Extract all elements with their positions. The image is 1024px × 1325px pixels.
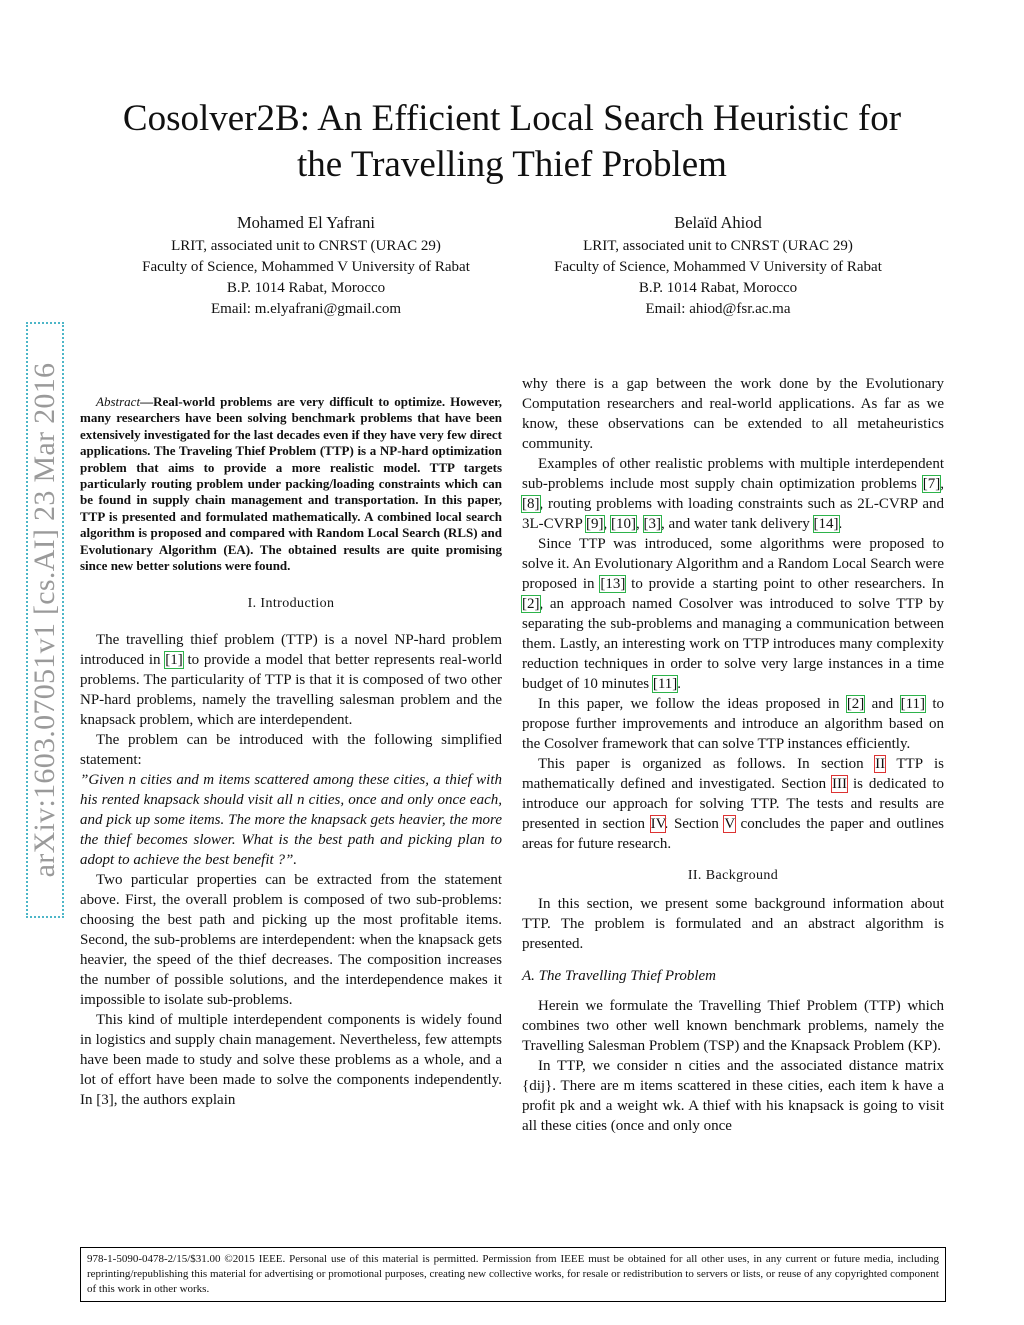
ttp-paragraph-2: In TTP, we consider n cities and the associated distance matrix {dij}. There are m items scattered in these cities, each item k have a profit pk and a weight wk. A thief with his knapsack is going to visit all these cities (once and only once (522, 1058, 944, 1134)
right-column (522, 374, 944, 1136)
abstract-label: Abstract (96, 394, 141, 409)
section-link[interactable]: III (832, 776, 848, 792)
citation-link[interactable]: [11] (900, 696, 926, 712)
text-run: , routing problems with loading constraints such as 2L-CVRP and 3L-CVRP (522, 496, 944, 532)
citation-link[interactable]: [8] (522, 496, 540, 512)
abstract-text: Real-world problems are very difficult to optimize. However, many researchers have been solving benchmark problems that have been extensively investigated for the last decades even if they have very few direct applications. The Traveling Thief Problem (TTP) is a NP-hard optimization problem that aims to provide a more realistic model. TTP targets particularly routing problem under packing/loading constraints which can be found in supply chain management and transportation. In this paper, TTP is presented and formulated mathematically. A combined local search algorithm is proposed and compared with Random Local Search (RLS) and Evolutionary Algorithm (EA). The obtained results are quite promising since new better solutions were found. (80, 394, 502, 574)
title-line-2: the Travelling Thief Problem (297, 144, 727, 185)
text-run: Since TTP was introduced, some algorithms were proposed to solve it. An Evolutionary Algorithm and a Random Local Search were proposed in (522, 536, 944, 592)
text-run: is dedicated to introduce our approach for solving TTP. The tests and results are presented in section (522, 776, 944, 832)
author-affiliation: LRIT, associated unit to CNRST (URAC 29) (171, 238, 441, 254)
citation-link[interactable]: [7] (922, 476, 941, 492)
paper-title (60, 96, 964, 188)
text-run: to propose further improvements and introduce an algorithm based on the Cosolver framework that can solve TTP instances efficiently. (522, 696, 944, 752)
citation-link[interactable]: [2] (522, 596, 540, 612)
author-institution: Faculty of Science, Mohammed V University of Rabat (142, 259, 470, 275)
text-run: TTP is mathematically defined and investigated. Section (522, 756, 944, 792)
left-column (80, 394, 502, 1110)
text-run: , (603, 516, 612, 532)
text-run: , an approach named Cosolver was introduced to solve TTP by separating the sub-problems and managing a communication between them. Lastly, an interesting work on TTP introduces many complexity reduction techniques in order to solve very large instances in a time budget of 10 minutes (522, 596, 944, 692)
citation-link[interactable]: [3] (643, 516, 662, 532)
title-line-1: Cosolver2B: An Efficient Local Search Heuristic for (122, 98, 902, 139)
copyright-footer: 978-1-5090-0478-2/15/$31.00 ©2015 IEEE. Personal use of this material is permitted. Permission from IEEE must be obtained for all other uses, in any current or future media, including reprinting/republishing this material for advertising or promotional purposes, creating new collective works, for resale or redistribution to servers or lists, or reuse of any copyrighted component of this work in other works. (80, 1247, 946, 1302)
text-run: Examples of other realistic problems with multiple interdependent sub-problems include most supply chain optimization problems (522, 456, 944, 492)
text-run: , and water tank delivery (661, 516, 814, 532)
right-paragraph-3 (522, 534, 944, 694)
citation-link[interactable]: [9] (586, 516, 604, 532)
text-run: . Section (664, 816, 725, 832)
author-address: B.P. 1014 Rabat, Morocco (226, 280, 386, 296)
ttp-paragraph-1: Herein we formulate the Travelling Thief Problem (TTP) which combines two other well known benchmark problems, namely the Travelling Salesman Problem (TSP) and the Knapsack Problem (KP). (522, 998, 944, 1054)
right-paragraph-2 (522, 454, 944, 534)
intro-paragraph-1 (80, 630, 502, 730)
section-link[interactable]: IV (650, 816, 665, 832)
text-run: , (940, 476, 944, 492)
author-email[interactable]: Email: ahiod@fsr.ac.ma (645, 301, 791, 317)
author-affiliation: LRIT, associated unit to CNRST (URAC 29) (583, 238, 853, 254)
right-paragraph-1: why there is a gap between the work done by the Evolutionary Computation researchers and real-world applications. As far as we know, these observations can be extended to all metaheuristics community. (522, 376, 944, 452)
arxiv-stamp-text: arXiv:1603.07051v1 [cs.AI] 23 Mar 2016 (28, 362, 61, 878)
author-name: Belaïd Ahiod (674, 213, 762, 232)
text-run: In this paper, we follow the ideas proposed in (538, 696, 847, 712)
text-run: concludes the paper and outlines areas for future research. (522, 816, 944, 852)
citation-link[interactable]: [11] (652, 676, 678, 692)
right-paragraph-5 (522, 754, 944, 854)
citation-link[interactable]: [10] (611, 516, 637, 532)
text-run: to provide a model that better represents real-world problems. The particularity of TTP is that it is composed of two other NP-hard problems, namely the travelling salesman problem and the knapsack problem, which are interdependent. (80, 652, 502, 729)
subsection-heading-ttp: A. The Travelling Thief Problem (522, 968, 717, 984)
text-run: . (677, 676, 682, 692)
intro-paragraph-3: Two particular properties can be extracted from the statement above. First, the overall problem is composed of two sub-problems: choosing the best path and picking up the most profitable items. Second, the sub-problems are interdependent: when the knapsack gets heavier, the speed of the thief decreases. The composition increases the number of possible solutions, and the interdependence makes it impossible to isolate sub-problems. (80, 872, 502, 1009)
text-run: and (864, 696, 901, 712)
text-run: to provide a starting point to other researchers. In (625, 576, 944, 592)
section-heading-background: II. Background (687, 868, 779, 883)
abstract-dash: — (140, 394, 154, 409)
citation-link[interactable]: [14] (813, 516, 839, 532)
right-paragraph-4 (522, 694, 944, 754)
text-run: . (838, 516, 843, 532)
background-paragraph-1: In this section, we present some background information about TTP. The problem is formulated and an abstract algorithm is presented. (522, 896, 944, 952)
citation-link[interactable]: [1] (165, 652, 183, 669)
intro-paragraph-4: This kind of multiple interdependent components is widely found in logistics and supply chain management. Nevertheless, few attempts have been made to study and solve these problems as a whole, and a lot of effort have been made to solve the components independently. In [3], the authors explain (80, 1012, 502, 1109)
section-link[interactable]: V (724, 816, 735, 832)
citation-link[interactable]: [13] (600, 576, 626, 592)
section-link[interactable]: II (875, 756, 886, 772)
problem-statement-quote: ”Given n cities and m items scattered among these cities, a thief with his rented knapsack should visit all n cities, once and only once each, and pick up some items. The more the knapsack gets heavier, the more the thief becomes slower. What is the best path and picking plan to adopt to achieve the best benefit ?”. (80, 772, 502, 869)
abstract (80, 394, 502, 574)
author-email[interactable]: Email: m.elyafrani@gmail.com (210, 301, 401, 317)
author-block-2 (498, 212, 938, 320)
text-run: This paper is organized as follows. In section (538, 756, 876, 772)
arxiv-stamp[interactable] (26, 322, 64, 918)
intro-paragraph-2: The problem can be introduced with the following simplified statement: (80, 732, 502, 769)
text-run: , (636, 516, 644, 532)
author-name: Mohamed El Yafrani (237, 213, 375, 232)
author-institution: Faculty of Science, Mohammed V University of Rabat (554, 259, 882, 275)
citation-link[interactable]: [2] (846, 696, 865, 712)
author-address: B.P. 1014 Rabat, Morocco (638, 280, 798, 296)
section-heading-introduction: I. Introduction (247, 596, 335, 612)
author-block-1 (86, 212, 526, 320)
text-run: The travelling thief problem (TTP) is a novel NP-hard problem introduced in (80, 632, 502, 669)
